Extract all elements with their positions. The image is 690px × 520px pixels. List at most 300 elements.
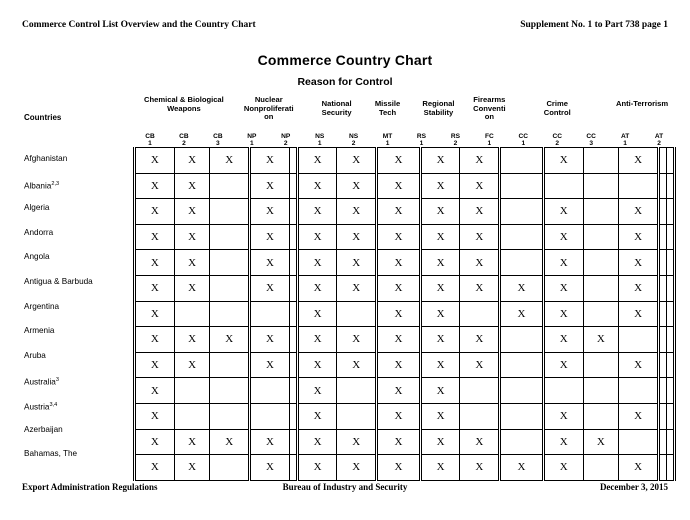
control-cell [250,455,290,481]
column-group-regional-stability: Regional Stability [422,99,455,117]
control-cell [377,429,421,455]
control-mark: X [475,359,484,372]
control-cell [543,455,583,481]
control-cell [250,173,290,199]
control-mark: X [150,461,159,474]
control-mark: X [352,282,361,295]
control-mark: X [475,333,484,346]
control-mark: X [394,384,403,397]
control-mark: X [150,307,159,320]
control-cell [420,148,460,174]
control-mark: X [436,384,445,397]
control-cell [666,275,674,301]
column-code: CC [518,133,529,140]
control-mark: X [265,461,274,474]
control-cell [658,429,666,455]
control-cell [210,275,250,301]
control-cell [460,224,500,250]
control-cell [420,173,460,199]
control-mark: X [313,333,322,346]
control-cell [666,378,674,404]
control-cell [210,378,250,404]
country-footnote-ref: 3 [55,377,59,384]
column-group-nuclear-nonproliferati-on: Nuclear Nonproliferati on [243,95,294,122]
control-cell [377,173,421,199]
control-cell [337,275,377,301]
control-cell [460,275,500,301]
control-cell [289,148,297,174]
control-mark: X [559,154,568,167]
control-cell [658,224,666,250]
control-mark: X [634,461,643,474]
control-cell [210,327,250,353]
control-mark: X [150,231,159,244]
control-cell [666,403,674,429]
column-code: NP [247,133,257,140]
control-mark: X [517,282,526,295]
control-cell [135,352,175,378]
control-cell [250,429,290,455]
control-cell [460,403,500,429]
column-code: CC [552,133,562,140]
column-number: 2 [182,140,186,148]
control-mark: X [150,333,159,346]
control-mark: X [517,307,526,320]
control-cell [500,403,544,429]
control-cell [460,173,500,199]
column-code: AT [620,133,630,140]
control-mark: X [394,307,403,320]
control-mark: X [188,359,197,372]
control-mark: X [475,282,484,295]
control-cell [583,199,619,225]
control-cell [619,301,659,327]
control-cell [377,301,421,327]
control-mark: X [188,282,197,295]
control-cell [460,327,500,353]
control-cell [619,455,659,481]
control-cell [135,455,175,481]
column-header-at2 [642,133,676,148]
control-cell [500,429,544,455]
control-mark: X [188,256,197,269]
control-cell [210,429,250,455]
control-cell [250,224,290,250]
control-mark: X [352,205,361,218]
country-name: Argentina [24,301,60,311]
footer-left: Export Administration Regulations [22,482,158,492]
country-name: Antigua & Barbuda [24,276,93,286]
control-mark: X [634,231,643,244]
control-mark: X [313,384,322,397]
control-cell [297,148,337,174]
control-mark: X [352,359,361,372]
table-row [135,352,675,378]
control-cell [619,224,659,250]
control-cell [500,378,544,404]
country-name: Bahamas, The [24,449,78,459]
control-cell [420,378,460,404]
control-cell [250,148,290,174]
control-mark: X [436,333,445,346]
control-cell [210,173,250,199]
column-header-cb2 [167,133,201,148]
control-mark: X [394,435,403,448]
control-mark: X [313,435,322,448]
control-cell [337,455,377,481]
control-mark: X [150,256,159,269]
control-cell [289,403,297,429]
control-mark: X [559,333,568,346]
table-row [135,250,675,276]
control-cell [297,199,337,225]
control-cell [174,199,210,225]
column-header-cb1 [133,133,167,148]
control-cell [135,224,175,250]
control-cell [619,148,659,174]
country-name: Austria$^{3,4}$ [24,401,58,412]
control-cell [460,378,500,404]
control-mark: X [436,359,445,372]
control-cell [135,275,175,301]
control-cell [583,224,619,250]
control-mark: X [394,256,403,269]
control-cell [210,250,250,276]
country-name: Andorra [24,227,54,237]
control-cell [460,199,500,225]
control-cell [460,455,500,481]
control-cell [337,327,377,353]
control-cell [500,301,544,327]
control-cell [500,173,544,199]
control-mark: X [559,461,568,474]
control-cell [658,250,666,276]
control-mark: X [436,307,445,320]
control-cell [420,327,460,353]
control-mark: X [475,179,484,192]
table-row [135,199,675,225]
control-mark: X [188,154,197,167]
control-cell [135,403,175,429]
control-cell [210,301,250,327]
column-header-fc1 [472,133,506,148]
control-cell [500,352,544,378]
control-mark: X [559,359,568,372]
control-mark: X [517,461,526,474]
control-cell [619,352,659,378]
control-cell [337,429,377,455]
table-row [135,403,675,429]
control-cell [337,250,377,276]
control-cell [460,352,500,378]
control-mark: X [634,154,643,167]
control-mark: X [475,205,484,218]
table-row [135,173,675,199]
control-cell [543,301,583,327]
column-header-ns1 [303,133,337,148]
control-mark: X [150,384,159,397]
control-cell [460,250,500,276]
control-cell [297,403,337,429]
control-cell [420,301,460,327]
column-number: 1 [249,140,254,148]
control-cell [619,403,659,429]
column-number: 1 [148,140,152,148]
control-cell [297,327,337,353]
control-cell [658,199,666,225]
control-cell [666,199,674,225]
control-cell [543,275,583,301]
control-mark: X [313,359,322,372]
control-cell [420,455,460,481]
control-cell [297,224,337,250]
control-cell [666,224,674,250]
control-cell [619,429,659,455]
control-mark: X [352,154,361,167]
control-cell [377,352,421,378]
control-mark: X [436,410,445,423]
control-cell [289,173,297,199]
country-name: Azerbaijan [24,424,63,434]
control-mark: X [265,333,274,346]
control-cell [250,327,290,353]
control-cell [583,275,619,301]
country-name-column [24,147,129,467]
control-cell [619,275,659,301]
column-number: 1 [419,140,424,148]
control-cell [420,250,460,276]
column-group-crime-control: Crime Control [543,99,571,117]
control-cell [135,250,175,276]
control-cell [543,173,583,199]
column-header-rs2 [438,133,472,148]
control-mark: X [352,461,361,474]
control-cell [337,199,377,225]
column-header-np2 [269,133,303,148]
control-mark: X [352,435,361,448]
control-cell [289,199,297,225]
control-mark: X [475,461,484,474]
control-mark: X [596,435,605,448]
control-cell [500,327,544,353]
table-row [135,224,675,250]
control-cell [666,250,674,276]
control-mark: X [634,307,643,320]
control-cell [135,378,175,404]
control-mark: X [394,205,403,218]
countries-column-caption: Countries [24,113,62,122]
control-cell [210,224,250,250]
control-mark: X [265,231,274,244]
control-cell [210,199,250,225]
control-cell [337,224,377,250]
column-number: 2 [657,140,661,148]
column-header-rs1 [405,133,439,148]
control-cell [250,352,290,378]
control-mark: X [559,410,568,423]
page-title: Commerce Country Chart [257,52,433,68]
country-footnote-ref: 3,4 [49,401,58,408]
control-mark: X [150,435,159,448]
control-cell [500,275,544,301]
control-cell [337,301,377,327]
table-row [135,378,675,404]
control-cell [543,403,583,429]
control-cell [619,173,659,199]
column-code: FC [484,133,494,140]
column-code: RS [416,133,427,140]
control-cell [583,403,619,429]
control-mark: X [352,256,361,269]
control-mark: X [265,154,274,167]
control-cell [289,224,297,250]
page-footer [0,482,690,494]
control-cell [666,429,674,455]
control-mark: X [559,282,568,295]
control-mark: X [265,205,274,218]
control-mark: X [188,435,197,448]
country-name: Aruba [24,350,46,360]
control-cell [583,301,619,327]
control-cell [377,403,421,429]
control-cell [500,224,544,250]
control-cell [337,378,377,404]
table-row [135,148,675,174]
control-mark: X [265,359,274,372]
control-mark: X [436,282,445,295]
control-cell [543,224,583,250]
control-cell [289,352,297,378]
column-number: 2 [555,140,560,148]
control-cell [658,455,666,481]
country-name: Armenia [24,326,55,336]
control-cell [250,301,290,327]
control-cell [583,327,619,353]
control-cell [297,275,337,301]
control-cell [543,250,583,276]
control-cell [619,250,659,276]
control-cell [666,352,674,378]
control-cell [543,327,583,353]
control-mark: X [313,410,322,423]
control-cell [377,148,421,174]
control-mark: X [475,256,484,269]
control-mark: X [225,435,234,448]
control-mark: X [436,179,445,192]
control-cell [420,275,460,301]
column-group-national-security: National Security [321,99,352,117]
control-cell [377,327,421,353]
running-head-left: Commerce Control List Overview and the Country Chart [22,20,256,30]
control-cell [460,429,500,455]
control-mark: X [436,256,445,269]
control-cell [289,429,297,455]
control-cell [377,250,421,276]
control-cell [250,250,290,276]
column-header-cc2 [540,133,574,148]
column-code: NS [315,133,325,140]
column-group-anti-terrorism: Anti-Terrorism [615,99,669,108]
country-chart-grid [133,147,676,481]
column-header-cb3 [201,133,235,148]
control-mark: X [313,179,322,192]
control-mark: X [313,282,322,295]
control-cell [297,173,337,199]
column-number: 2 [351,140,356,148]
control-cell [583,378,619,404]
control-cell [297,455,337,481]
control-cell [174,301,210,327]
control-mark: X [436,205,445,218]
control-mark: X [313,205,322,218]
control-cell [210,455,250,481]
control-mark: X [313,461,322,474]
footer-center: Bureau of Industry and Security [282,482,408,492]
control-cell [135,148,175,174]
control-cell [135,173,175,199]
column-group-chemical-biological-weapons: Chemical & Biological Weapons [144,95,224,113]
control-cell [289,378,297,404]
table-row [135,455,675,481]
control-cell [666,455,674,481]
control-cell [174,378,210,404]
control-mark: X [436,231,445,244]
control-cell [250,275,290,301]
column-group-firearms-conventi-on: Firearms Conventi on [473,95,506,122]
country-name: Algeria [24,203,50,213]
column-header-mt1 [371,133,405,148]
control-cell [420,224,460,250]
control-mark: X [394,333,403,346]
control-cell [658,403,666,429]
column-number: 3 [216,140,220,148]
control-mark: X [394,410,403,423]
control-cell [135,327,175,353]
control-cell [297,429,337,455]
control-mark: X [475,435,484,448]
control-mark: X [313,154,322,167]
column-number: 1 [521,140,526,148]
control-mark: X [150,205,159,218]
control-mark: X [265,256,274,269]
running-head-right: Supplement No. 1 to Part 738 page 1 [520,20,668,30]
control-cell [135,199,175,225]
control-mark: X [265,282,274,295]
control-cell [420,403,460,429]
table-row [135,429,675,455]
column-code: NS [349,133,359,140]
control-mark: X [559,307,568,320]
column-header-ns2 [337,133,371,148]
control-cell [619,199,659,225]
control-cell [297,250,337,276]
control-mark: X [394,154,403,167]
control-cell [337,403,377,429]
control-cell [135,429,175,455]
control-cell [583,352,619,378]
control-mark: X [436,154,445,167]
country-name: Australia$^3$ [24,377,59,388]
control-cell [337,352,377,378]
control-cell [174,429,210,455]
control-cell [174,455,210,481]
control-cell [619,378,659,404]
control-cell [666,301,674,327]
control-mark: X [634,410,643,423]
control-cell [377,275,421,301]
column-header-cc1 [506,133,540,148]
column-header-cc3 [574,133,608,148]
